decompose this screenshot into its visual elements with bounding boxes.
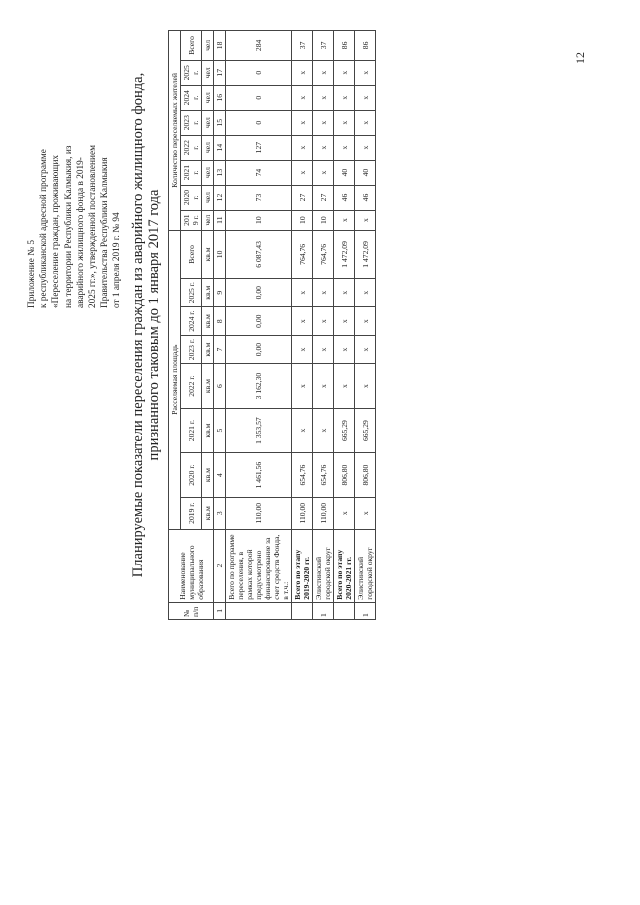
area-value: х	[292, 408, 313, 453]
header-row	[169, 31, 181, 620]
people-value: х	[292, 85, 313, 110]
area-value: 1 472,09	[355, 230, 376, 278]
people-value: 86	[334, 31, 355, 61]
unit-area: кв.м	[202, 497, 214, 529]
area-value: 1 472,09	[334, 230, 355, 278]
unit-area: кв.м	[202, 279, 214, 307]
people-value: х	[334, 110, 355, 135]
unit-people: чел	[202, 85, 214, 110]
page-number: 12	[573, 52, 587, 64]
column-number: 16	[214, 85, 226, 110]
table-row	[313, 31, 334, 620]
people-value: 37	[292, 31, 313, 61]
people-value: х	[334, 210, 355, 230]
area-value: х	[313, 279, 334, 307]
row-no: 1	[355, 602, 376, 619]
area-value: 764,76	[292, 230, 313, 278]
people-year-header: 201 9 г.	[181, 210, 202, 230]
people-value: х	[355, 85, 376, 110]
people-value: х	[355, 110, 376, 135]
people-value: 0	[226, 85, 292, 110]
area-value: 110,00	[313, 497, 334, 529]
area-value: х	[334, 335, 355, 363]
row-name: Всего по программе переселения, в рамках которой предусмотрено финансирование за счет средств Фонда, в т.ч.:	[226, 529, 292, 602]
area-value: х	[334, 364, 355, 409]
unit-area: кв.м	[202, 408, 214, 453]
people-value: 40	[334, 160, 355, 185]
people-value: х	[355, 60, 376, 85]
column-number: 17	[214, 60, 226, 85]
people-value: х	[292, 160, 313, 185]
header-no: № п/п	[169, 602, 214, 619]
area-year-header: 2023 г.	[181, 335, 202, 363]
people-value: х	[334, 60, 355, 85]
area-value: 6 087,43	[226, 230, 292, 278]
resettlement-table	[168, 30, 376, 620]
column-number: 4	[214, 453, 226, 498]
people-value: х	[313, 160, 334, 185]
area-value: х	[292, 364, 313, 409]
column-number: 9	[214, 279, 226, 307]
area-value: х	[334, 307, 355, 335]
area-value: х	[292, 307, 313, 335]
rotated-page-content	[20, 30, 400, 620]
area-value: 110,00	[226, 497, 292, 529]
people-value: 46	[355, 185, 376, 210]
people-value: х	[313, 135, 334, 160]
people-value: х	[292, 110, 313, 135]
people-value: 27	[292, 185, 313, 210]
area-value: х	[355, 307, 376, 335]
unit-people: чел	[202, 135, 214, 160]
area-value: х	[313, 307, 334, 335]
unit-people: чел	[202, 110, 214, 135]
area-value: 654,76	[313, 453, 334, 498]
area-value: 0,00	[226, 307, 292, 335]
area-value: х	[355, 335, 376, 363]
area-year-header: 2020 г.	[181, 453, 202, 498]
header-people: Количество переселяемых жителей	[169, 31, 181, 231]
row-no	[292, 602, 313, 619]
unit-area: кв.м	[202, 307, 214, 335]
area-value: 110,00	[292, 497, 313, 529]
people-year-header: 2023 г.	[181, 110, 202, 135]
people-value: 37	[313, 31, 334, 61]
column-number: 2	[214, 529, 226, 602]
table-row	[334, 31, 355, 620]
area-year-header: 2022 г.	[181, 364, 202, 409]
unit-area: кв.м	[202, 364, 214, 409]
people-value: 0	[226, 110, 292, 135]
people-value: х	[292, 135, 313, 160]
area-value: х	[292, 279, 313, 307]
row-no	[334, 602, 355, 619]
unit-area: кв.м	[202, 230, 214, 278]
people-value: 127	[226, 135, 292, 160]
area-value: х	[313, 335, 334, 363]
people-year-header: 2021 г.	[181, 160, 202, 185]
document-title	[130, 30, 162, 620]
appendix-line: к республиканской адресной программе	[39, 149, 50, 308]
appendix-block	[26, 38, 124, 308]
area-value: 3 162,30	[226, 364, 292, 409]
area-value: 665,29	[355, 408, 376, 453]
area-value: х	[313, 408, 334, 453]
area-value: 806,80	[334, 453, 355, 498]
people-year-header: Всего	[181, 31, 202, 61]
area-value: х	[355, 279, 376, 307]
people-value: 0	[226, 60, 292, 85]
header-name: Наименование муниципального образования	[169, 529, 214, 602]
unit-people: чел	[202, 185, 214, 210]
area-value: х	[292, 335, 313, 363]
table-row	[292, 31, 313, 620]
column-number: 13	[214, 160, 226, 185]
title-line-1: Планируемые показатели переселения граждан из аварийного жилищного фонда,	[130, 72, 146, 578]
row-name: Элистинский городской округ	[355, 529, 376, 602]
unit-people: чел	[202, 60, 214, 85]
column-number: 6	[214, 364, 226, 409]
area-value: 764,76	[313, 230, 334, 278]
area-value: х	[334, 497, 355, 529]
table-row	[226, 31, 292, 620]
people-value: 10	[313, 210, 334, 230]
people-value: х	[334, 85, 355, 110]
column-numbers-row	[214, 31, 226, 620]
people-year-header: 2022 г.	[181, 135, 202, 160]
people-value: 86	[355, 31, 376, 61]
area-year-header: Всего	[181, 230, 202, 278]
unit-area: кв.м	[202, 335, 214, 363]
appendix-line: Правительства Республики Калмыкия	[100, 157, 111, 308]
column-number: 1	[214, 602, 226, 619]
area-value: х	[355, 364, 376, 409]
area-value: 1 353,57	[226, 408, 292, 453]
row-name: Всего по этапу 2019-2020 гг.	[292, 529, 313, 602]
row-no	[226, 602, 292, 619]
unit-people: чел	[202, 160, 214, 185]
people-value: 10	[292, 210, 313, 230]
area-value: 0,00	[226, 335, 292, 363]
appendix-line: аварийного жилищного фонда в 2019-	[75, 157, 86, 308]
people-value: 284	[226, 31, 292, 61]
table-row	[355, 31, 376, 620]
area-value: 654,76	[292, 453, 313, 498]
appendix-line: на территории Республики Калмыкия, из	[63, 145, 74, 308]
appendix-line: от 1 апреля 2019 г. № 94	[112, 212, 123, 308]
column-number: 8	[214, 307, 226, 335]
header-area: Расселяемая площадь	[169, 230, 181, 529]
title-line-2: признанного таковым до 1 января 2017 года	[146, 189, 162, 461]
area-value: 665,29	[334, 408, 355, 453]
area-value: х	[313, 364, 334, 409]
appendix-line: «Переселение граждан, проживающих	[51, 154, 62, 308]
people-value: х	[355, 135, 376, 160]
column-number: 15	[214, 110, 226, 135]
people-value: 40	[355, 160, 376, 185]
area-year-header: 2021 г.	[181, 408, 202, 453]
people-year-header: 2020 г.	[181, 185, 202, 210]
people-year-header: 2024 г.	[181, 85, 202, 110]
appendix-line: Приложение № 5	[27, 239, 37, 308]
column-number: 5	[214, 408, 226, 453]
unit-people: чел	[202, 31, 214, 61]
people-value: х	[334, 135, 355, 160]
appendix-line: 2025 гг.», утвержденной постановлением	[88, 144, 99, 308]
people-year-header: 2025 г.	[181, 60, 202, 85]
area-value: 806,80	[355, 453, 376, 498]
area-value: х	[355, 497, 376, 529]
people-value: 10	[226, 210, 292, 230]
column-number: 7	[214, 335, 226, 363]
column-number: 11	[214, 210, 226, 230]
row-no: 1	[313, 602, 334, 619]
column-number: 10	[214, 230, 226, 278]
area-year-header: 2025 г.	[181, 279, 202, 307]
people-value: 74	[226, 160, 292, 185]
people-value: 46	[334, 185, 355, 210]
people-value: 73	[226, 185, 292, 210]
area-value: 1 461,56	[226, 453, 292, 498]
column-number: 14	[214, 135, 226, 160]
column-number: 12	[214, 185, 226, 210]
people-value: х	[355, 210, 376, 230]
row-name: Элистинский городской округ	[313, 529, 334, 602]
people-value: х	[313, 60, 334, 85]
unit-people: чел	[202, 210, 214, 230]
area-value: 0,00	[226, 279, 292, 307]
people-value: х	[313, 85, 334, 110]
area-year-header: 2019 г.	[181, 497, 202, 529]
column-number: 3	[214, 497, 226, 529]
people-value: 27	[313, 185, 334, 210]
area-value: х	[334, 279, 355, 307]
people-value: х	[313, 110, 334, 135]
column-number: 18	[214, 31, 226, 61]
people-value: х	[292, 60, 313, 85]
unit-area: кв.м	[202, 453, 214, 498]
row-name: Всего по этапу 2020-2021 гг.	[334, 529, 355, 602]
area-year-header: 2024 г.	[181, 307, 202, 335]
